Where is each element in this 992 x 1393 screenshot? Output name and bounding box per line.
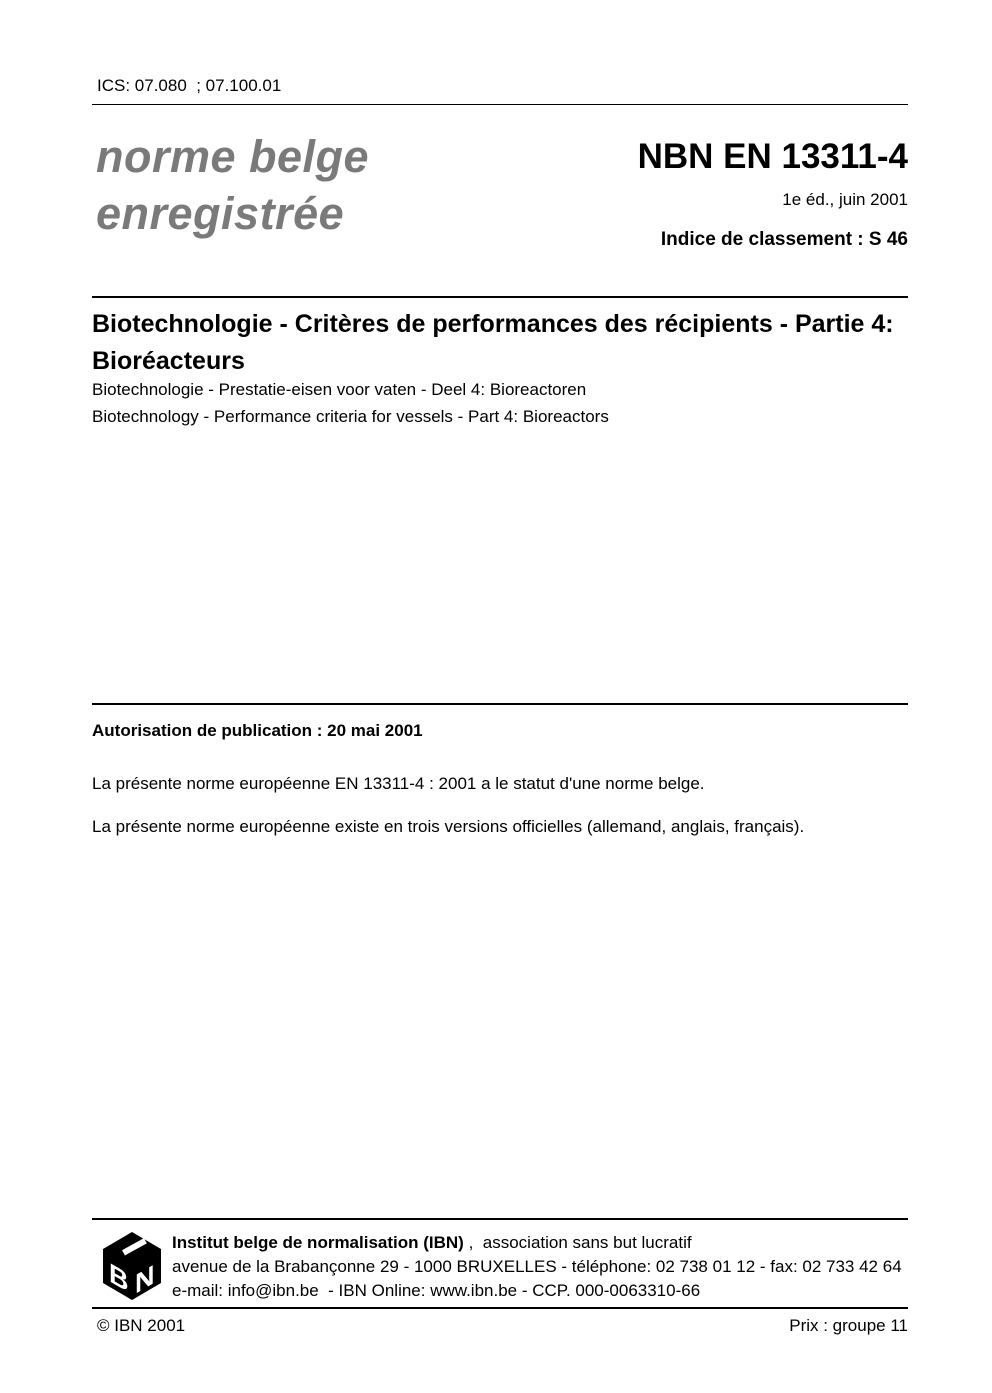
title-divider [92, 296, 908, 298]
edition-date: 1e éd., juin 2001 [782, 190, 908, 209]
ics-reference: ICS: 07.080 ; 07.100.01 [97, 76, 282, 95]
publisher-name-line [172, 1231, 902, 1255]
header-divider [92, 104, 908, 105]
main-title-line2: Bioréacteurs [92, 347, 245, 375]
subtitle-english: Biotechnology - Performance criteria for vessels - Part 4: Bioreactors [92, 407, 609, 426]
ibn-cube-logo-icon [99, 1230, 165, 1302]
publisher-contact: e-mail: info@ibn.be - IBN Online: www.ibn.be - CCP. 000-0063310-66 [172, 1281, 701, 1300]
publisher-name-suffix: , association sans but lucratif [463, 1233, 692, 1252]
publisher-top-divider [92, 1218, 908, 1220]
publisher-name: Institut belge de normalisation (IBN) [172, 1233, 464, 1252]
authorization-label: Autorisation de publication : 20 mai 2001 [92, 721, 423, 740]
document-type-line1: norme belge [96, 131, 370, 182]
publisher-info [172, 1231, 902, 1303]
publisher-address: avenue de la Brabançonne 29 - 1000 BRUXELLES - téléphone: 02 738 01 12 - fax: 02 733 42 64 [172, 1257, 902, 1276]
svg-text:B: B [109, 1257, 129, 1299]
price-group: Prix : groupe 11 [789, 1316, 908, 1335]
status-paragraph: La présente norme européenne EN 13311-4 : 2001 a le statut d'une norme belge. [92, 774, 705, 793]
publisher-bottom-divider [92, 1307, 908, 1309]
svg-text:N: N [135, 1259, 155, 1301]
authorization-divider [92, 703, 908, 705]
standard-code: NBN EN 13311-4 [637, 137, 908, 176]
main-title [92, 306, 922, 380]
main-title-line1: Biotechnologie - Critères de performances des récipients - Partie 4: [92, 310, 894, 338]
document-type-line2: enregistrée [96, 188, 345, 239]
classification-index: Indice de classement : S 46 [660, 229, 908, 250]
document-type-title [96, 128, 369, 242]
versions-paragraph: La présente norme européenne existe en trois versions officielles (allemand, anglais, français). [92, 817, 805, 836]
subtitle-dutch: Biotechnologie - Prestatie-eisen voor vaten - Deel 4: Bioreactoren [92, 380, 587, 399]
copyright-notice: © IBN 2001 [97, 1316, 186, 1335]
